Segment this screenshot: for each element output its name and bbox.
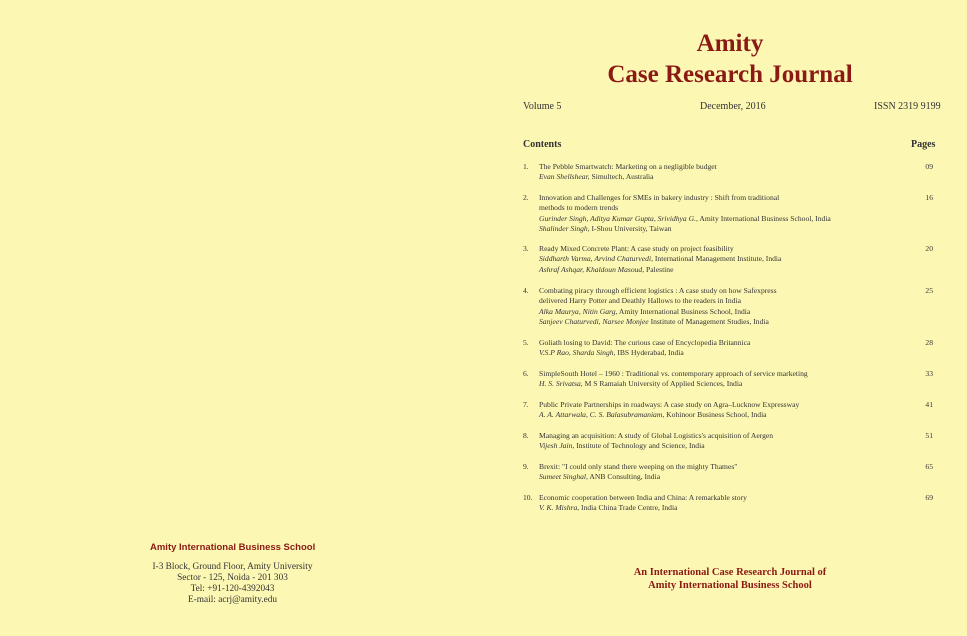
author-affiliation: I-Shou University, Taiwan xyxy=(589,223,672,233)
phone-line: Tel: +91-120-4392043 xyxy=(190,584,275,594)
entry-title: Economic cooperation between India and China: A remarkable story xyxy=(539,493,747,502)
entry-number: 10. xyxy=(523,493,533,502)
entry-number: 4. xyxy=(523,286,529,295)
entry-title: delivered Harry Potter and Deathly Hallows to the readers in India xyxy=(539,296,742,306)
entry-authors xyxy=(539,265,919,275)
entry-page-number: 20 xyxy=(925,244,933,253)
author-affiliation: Kohinoor Business School, India xyxy=(664,410,767,420)
entry-authors xyxy=(539,503,919,513)
entry-authors xyxy=(539,307,919,317)
author-names: Ashraf Ashqar, Khaldoun Masoud, xyxy=(539,264,645,274)
address-line: I-3 Block, Ground Floor, Amity University xyxy=(152,562,313,572)
author-names: A. A. Attarwala, C. S. Balasubramaniam, xyxy=(539,410,665,420)
entry-page-number: 33 xyxy=(925,369,933,378)
entry-authors xyxy=(539,317,919,327)
entry-page-number: 09 xyxy=(925,162,933,171)
entry-title: The Pebble Smartwatch: Marketing on a negligible budget xyxy=(539,162,717,171)
entry-authors xyxy=(539,379,919,389)
entry-title: Innovation and Challenges for SMEs in bakery industry : Shift from traditional xyxy=(539,193,780,202)
author-names: Evan Shellshear, xyxy=(539,172,590,182)
entry-number: 1. xyxy=(523,162,529,171)
entry-title: Brexit: "I could only stand there weeping on the mighty Thames" xyxy=(539,462,738,471)
footer-tagline-line-1: An International Case Research Journal of xyxy=(633,567,827,578)
entry-page-number: 16 xyxy=(925,193,933,202)
contents-heading: Contents xyxy=(523,139,562,150)
entry-body xyxy=(539,286,919,327)
entry-number: 5. xyxy=(523,338,529,347)
author-names: Sumeet Singhal, xyxy=(539,472,588,482)
author-names: Alka Maurya, Nitin Garg, xyxy=(539,306,618,316)
entry-body xyxy=(539,193,919,234)
entry-title: Public Private Partnerships in roadways: A case study on Agra–Lucknow Expressway xyxy=(539,400,800,409)
entry-number: 8. xyxy=(523,431,529,440)
entry-page-number: 65 xyxy=(925,462,933,471)
entry-authors xyxy=(539,410,919,420)
entry-body xyxy=(539,400,919,421)
entry-page-number: 51 xyxy=(925,431,933,440)
entry-number: 2. xyxy=(523,193,529,202)
author-names: Shalinder Singh, xyxy=(539,223,590,233)
author-names: Sanjeev Chaturvedi, Narsee Monjee xyxy=(539,316,649,326)
entry-number: 7. xyxy=(523,400,529,409)
volume-label: Volume 5 xyxy=(523,101,562,112)
author-affiliation: India China Trade Centre, India xyxy=(579,503,678,513)
journal-title-line-2: Case Research Journal xyxy=(607,61,853,88)
author-affiliation: Institute of Management Studies, India xyxy=(648,316,769,326)
entry-number: 3. xyxy=(523,244,529,253)
author-affiliation: ANB Consulting, India xyxy=(587,472,661,482)
school-name: Amity International Business School xyxy=(150,542,316,553)
author-affiliation: Simultech, Australia xyxy=(589,172,654,182)
author-names: V.S.P Rao, Sharda Singh, xyxy=(539,348,616,358)
entry-title: Combating piracy through efficient logistics : A case study on how Safexpress xyxy=(539,286,777,295)
author-affiliation: Institute of Technology and Science, India xyxy=(574,441,705,451)
author-affiliation: Amity International Business School, India xyxy=(617,306,751,316)
entry-authors xyxy=(539,224,919,234)
entry-body xyxy=(539,431,919,452)
author-affiliation: Palestine xyxy=(644,264,674,274)
entry-authors xyxy=(539,172,919,182)
entry-authors xyxy=(539,254,919,264)
entry-title: Managing an acquisition: A study of Global Logistics's acquisition of Aergen xyxy=(539,431,774,440)
entry-body xyxy=(539,338,919,359)
entry-body xyxy=(539,162,919,183)
entry-body xyxy=(539,244,919,275)
issue-date: December, 2016 xyxy=(700,101,766,112)
author-names: H. S. Srivatsa, xyxy=(539,379,583,389)
entry-title: Goliath losing to David: The curious case of Encyclopedia Britannica xyxy=(539,338,751,347)
address-line: Sector - 125, Noida - 201 303 xyxy=(177,573,288,583)
entry-authors xyxy=(539,214,919,224)
entry-authors xyxy=(539,472,919,482)
entry-page-number: 41 xyxy=(925,400,933,409)
entry-number: 9. xyxy=(523,462,529,471)
issn-number: ISSN 2319 9199 xyxy=(874,101,941,112)
entry-page-number: 28 xyxy=(925,338,933,347)
entry-title: SimpleSouth Hotel – 1960 : Traditional vs. contemporary approach of service marketing xyxy=(539,369,808,378)
pages-heading: Pages xyxy=(911,139,936,150)
footer-tagline-line-2: Amity International Business School xyxy=(648,580,812,591)
journal-title-line-1: Amity xyxy=(696,30,764,57)
entry-authors xyxy=(539,348,919,358)
entry-body xyxy=(539,369,919,390)
entry-title: Ready Mixed Concrete Plant: A case study on project feasibility xyxy=(539,244,734,253)
entry-body xyxy=(539,493,919,514)
entry-page-number: 25 xyxy=(925,286,933,295)
entry-number: 6. xyxy=(523,369,529,378)
entry-authors xyxy=(539,441,919,451)
author-affiliation: IBS Hyderabad, India xyxy=(615,348,684,358)
entry-page-number: 69 xyxy=(925,493,933,502)
entry-title: methods to modern trends xyxy=(539,203,619,213)
author-affiliation: M S Ramaiah University of Applied Sciences, India xyxy=(582,379,743,389)
entry-body xyxy=(539,462,919,483)
author-names: V. K. Mishra, xyxy=(539,503,580,513)
author-affiliation: International Management Institute, India xyxy=(652,254,782,264)
author-names: Siddharth Varma, Arvind Chaturvedi, xyxy=(539,254,653,264)
author-affiliation: Amity International Business School, India xyxy=(697,213,831,223)
author-names: Gurinder Singh, Aditya Kumar Gupta, Srividhya G., xyxy=(539,213,698,223)
email-line: E-mail: acrj@amity.edu xyxy=(187,595,277,605)
author-names: Vijesh Jain, xyxy=(539,441,575,451)
